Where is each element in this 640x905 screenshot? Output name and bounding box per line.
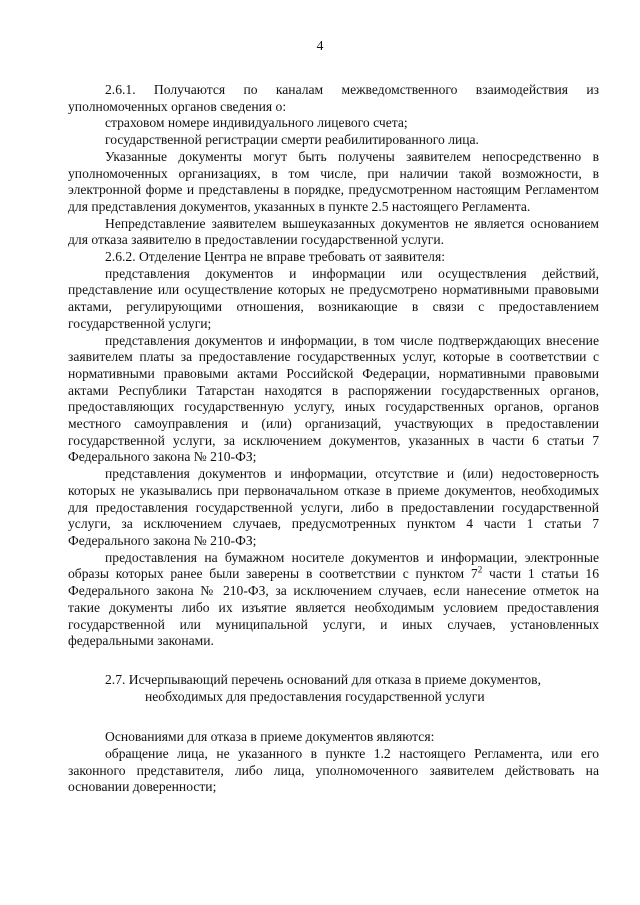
document-body xyxy=(68,82,599,796)
paper-docs-superscript: 2 xyxy=(477,564,483,575)
paragraph-2-6-1: 2.6.1. Получаются по каналам межведомственного взаимодействия из уполномоченных органов сведения о: xyxy=(68,82,599,114)
list-item-insurance-number: страховом номере индивидуального лицевого счета; xyxy=(105,115,408,131)
list-item-death-registration: государственной регистрации смерти реабилитированного лица. xyxy=(105,132,479,148)
list-item-actions-not-provided: представления документов и информации или осуществления действий, представление или осуществление которых не предусмотрено нормативными правовыми актами, регулирующими отношения, возникающие в связи с предоставлением государственной услуги; xyxy=(68,265,599,331)
paragraph-2-6-2: 2.6.2. Отделение Центра не вправе требовать от заявителя: xyxy=(105,249,445,265)
heading-line-1: 2.7. Исчерпывающий перечень оснований для отказа в приеме документов, xyxy=(105,671,541,687)
section-heading-2-7 xyxy=(68,672,599,705)
page-number: 4 xyxy=(316,38,324,53)
paragraph-documents-obtainable: Указанные документы могут быть получены заявителем непосредственно в уполномоченных организациях, в том числе, при наличии такой возможности, в электронной форме и представлены в порядке, предусмотренном настоящим Регламентом для представления документов, указанных в пункте 2.5 настоящего Регламента. xyxy=(68,148,599,214)
list-item-documents-in-possession: представления документов и информации, в том числе подтверждающих внесение заявителем платы за предоставление государственных услуг, которые в соответствии с нормативными правовыми актами Российской Федерации, нормативными правовыми актами Республики Татарстан находятся в распоряжении государственных органов, предоставляющих государственную услугу, иных государственных органов, органов местного самоуправления и (или) организаций, участвующих в предоставлении государственной услуги, за исключением документов, указанных в части 6 статьи 7 Федерального закона № 210-ФЗ; xyxy=(68,332,599,465)
list-item-unauthorized-person: обращение лица, не указанного в пункте 1.2 настоящего Регламента, или его законного представителя, либо лица, уполномоченного заявителем действовать на основании доверенности; xyxy=(68,746,599,795)
list-item-missing-documents: представления документов и информации, отсутствие и (или) недостоверность которых не указывались при первоначальном отказе в приеме документов, необходимых для предоставления государственной услуги, либо в предоставлении государственной услуги, за исключением случаев, предусмотренных пунктом 4 части 1 статьи 7 Федерального закона № 210-ФЗ; xyxy=(68,466,599,548)
paper-docs-text-a: предоставления на бумажном носителе документов и информации, электронные образы которых ранее были заверены в соответствии с пунктом 7 xyxy=(68,549,599,582)
heading-line-2: необходимых для предоставления государственной услуги xyxy=(145,688,485,704)
paragraph-grounds-intro: Основаниями для отказа в приеме документов являются: xyxy=(105,729,435,745)
paper-docs-text-b: части 1 статьи 16 Федерального закона № 210-ФЗ, за исключением случаев, если нанесение отметок на такие документы либо их изъятие является необходимым условием предоставления государственной или муниципальной услуги, и иных случаев, установленных федеральными законами. xyxy=(68,566,599,649)
paragraph-non-submission: Непредставление заявителем вышеуказанных документов не является основанием для отказа заявителю в предоставлении государственной услуги. xyxy=(68,215,599,248)
list-item-paper-documents xyxy=(68,550,599,650)
